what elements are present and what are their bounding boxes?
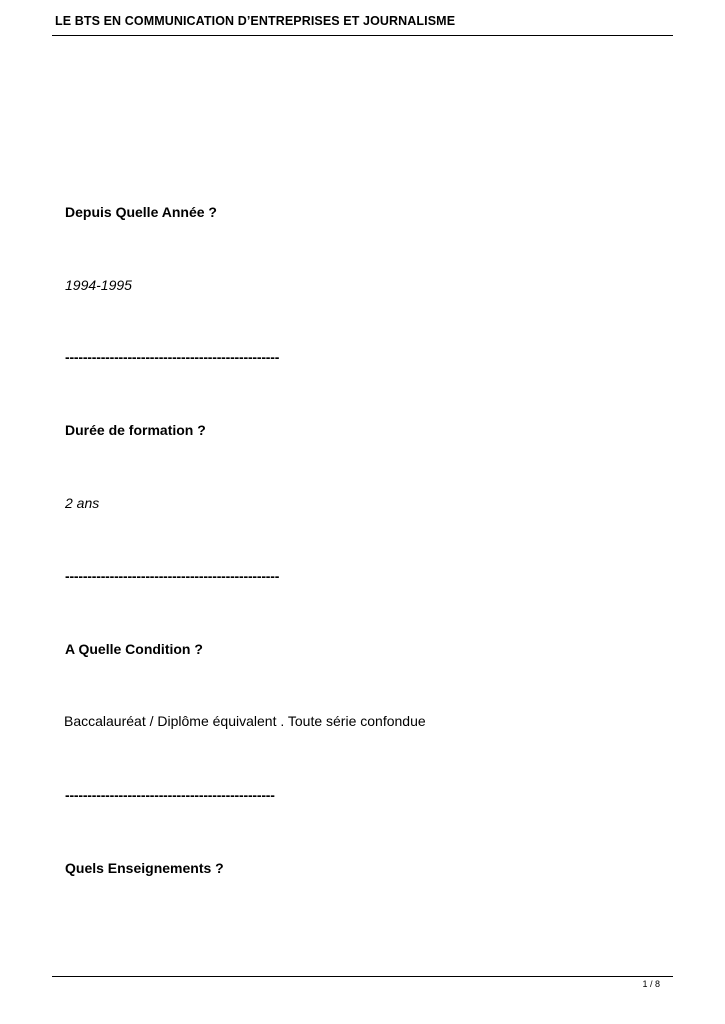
separator: ------------------------------------------------ — [65, 568, 280, 584]
answer-year: 1994-1995 — [65, 277, 132, 293]
page-number: 1 / 8 — [642, 979, 660, 989]
question-duration: Durée de formation ? — [65, 422, 206, 438]
answer-condition: Baccalauréat / Diplôme équivalent . Toute série confondue — [64, 713, 426, 729]
question-year: Depuis Quelle Année ? — [65, 204, 217, 220]
page-header-title: LE BTS EN COMMUNICATION D’ENTREPRISES ET JOURNALISME — [55, 14, 456, 28]
separator: ------------------------------------------------ — [65, 349, 280, 365]
separator: ----------------------------------------------- — [65, 787, 275, 803]
question-condition: A Quelle Condition ? — [65, 641, 203, 657]
question-courses: Quels Enseignements ? — [65, 860, 224, 876]
answer-duration: 2 ans — [65, 495, 100, 511]
header-rule — [52, 35, 673, 36]
footer-rule — [52, 976, 673, 977]
